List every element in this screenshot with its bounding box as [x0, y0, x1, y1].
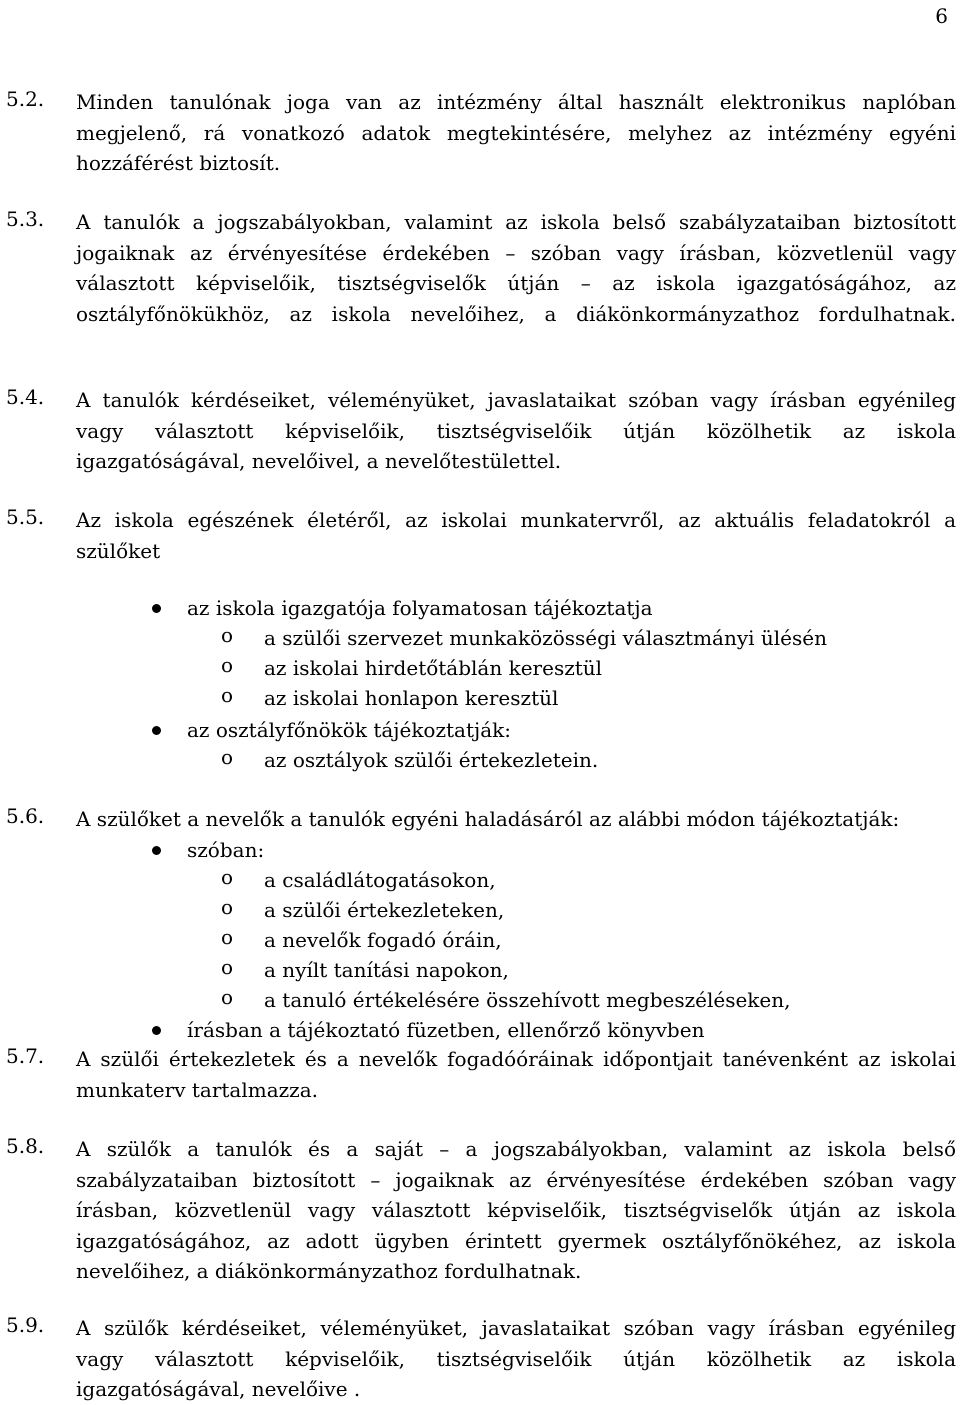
text-line: választott képviselőik, tisztségviselők útján – az iskola igazgatóságához, az	[76, 271, 956, 295]
text-line: hozzáférést biztosít.	[76, 151, 281, 175]
sub-list-item: az osztályok szülői értekezletein.	[264, 748, 599, 772]
sub-list-item: az iskolai honlapon keresztül	[264, 686, 559, 710]
circle-bullet-icon: o	[221, 745, 234, 769]
text-line: Minden tanulónak joga van az intézmény által használt elektronikus naplóban	[76, 90, 956, 114]
text-line: igazgatóságával, nevelőivel, a nevelőtestülettel.	[76, 449, 562, 473]
text-line: vagy választott képviselőik, tisztségviselőik útján közölhetik az iskola	[76, 1346, 956, 1371]
text-line: nevelőihez, a diákönkormányzathoz fordulhatnak.	[76, 1259, 582, 1283]
circle-bullet-icon: o	[221, 895, 234, 919]
sub-list-item: a nevelők fogadó óráin,	[264, 928, 502, 952]
text-line: vagy választott képviselőik, tisztségviselőik útján közölhetik az iskola	[76, 418, 956, 443]
text-line: A szülői értekezletek és a nevelők fogadóóráinak időpontjait tanévenként az iskolai	[76, 1047, 956, 1071]
section-number: 5.4.	[6, 385, 45, 409]
section-number: 5.9.	[6, 1313, 45, 1337]
text-line: munkaterv tartalmazza.	[76, 1077, 318, 1102]
section-text	[76, 1044, 956, 1105]
circle-bullet-icon: o	[221, 623, 234, 647]
circle-bullet-icon: o	[221, 925, 234, 949]
section-number: 5.7.	[6, 1044, 45, 1068]
sub-list-item: a tanuló értékelésére összehívott megbeszéléseken,	[264, 988, 791, 1012]
section-number: 5.8.	[6, 1134, 45, 1158]
bullet-icon	[152, 846, 161, 855]
circle-bullet-icon: o	[221, 985, 234, 1009]
sub-list-item: a szülői értekezleteken,	[264, 898, 505, 922]
section-text	[76, 1134, 956, 1287]
section-number: 5.3.	[6, 207, 45, 231]
sub-list-item: az iskolai hirdetőtáblán keresztül	[264, 656, 603, 680]
text-line: A tanulók a jogszabályokban, valamint az iskola belső szabályzataiban biztosított	[76, 210, 956, 234]
section-number: 5.2.	[6, 87, 45, 111]
circle-bullet-icon: o	[221, 683, 234, 707]
text-line: szabályzataiban biztosított – jogaiknak az érvényesítése érdekében szóban vagy	[76, 1167, 956, 1192]
bullet-icon	[152, 604, 161, 613]
section-number: 5.6.	[6, 804, 45, 828]
page-number: 6	[935, 4, 948, 28]
text-line: igazgatóságával, nevelőive .	[76, 1377, 361, 1401]
section-text	[76, 505, 956, 566]
bullet-icon	[152, 1026, 161, 1035]
sub-list-item: a nyílt tanítási napokon,	[264, 958, 509, 982]
text-line: megjelenő, rá vonatkozó adatok megtekintésére, melyhez az intézmény egyéni	[76, 120, 956, 145]
section-text	[76, 1313, 956, 1405]
text-line: A szülők kérdéseiket, véleményüket, javaslataikat szóban vagy írásban egyénileg	[76, 1316, 956, 1340]
text-line: A tanulók kérdéseiket, véleményüket, javaslataikat szóban vagy írásban egyénileg	[76, 388, 956, 412]
list-item: az osztályfőnökök tájékoztatják:	[187, 718, 511, 742]
circle-bullet-icon: o	[221, 653, 234, 677]
sub-list-item: a szülői szervezet munkaközösségi választmányi ülésén	[264, 626, 827, 650]
text-line: írásban, közvetlenül vagy választott képviselőik, tisztségviselők útján az iskola	[76, 1198, 956, 1222]
section-number: 5.5.	[6, 505, 45, 529]
circle-bullet-icon: o	[221, 865, 234, 889]
text-line: osztályfőnökükhöz, az iskola nevelőihez, a diákönkormányzathoz fordulhatnak.	[76, 301, 956, 326]
text-line: A szülők a tanulók és a saját – a jogszabályokban, valamint az iskola belső	[76, 1137, 956, 1161]
circle-bullet-icon: o	[221, 955, 234, 979]
text-line: igazgatóságához, az adott ügyben érintett gyermek osztályfőnökéhez, az iskola	[76, 1228, 956, 1253]
list-item: írásban a tájékoztató füzetben, ellenőrző könyvben	[187, 1018, 705, 1042]
section-text	[76, 207, 956, 329]
list-item: az iskola igazgatója folyamatosan tájékoztatja	[187, 596, 653, 620]
section-text	[76, 87, 956, 179]
text-line: jogaiknak az érvényesítése érdekében – szóban vagy írásban, közvetlenül vagy	[76, 240, 956, 265]
text-line: A szülőket a nevelők a tanulók egyéni haladásáról az alábbi módon tájékoztatják:	[76, 807, 900, 831]
text-line: Az iskola egészének életéről, az iskolai munkatervről, az aktuális feladatokról a	[76, 508, 956, 532]
section-text	[76, 804, 956, 835]
list-item: szóban:	[187, 838, 265, 862]
bullet-icon	[152, 726, 161, 735]
sub-list-item: a családlátogatásokon,	[264, 868, 496, 892]
text-line: szülőket	[76, 538, 161, 563]
section-text	[76, 385, 956, 477]
